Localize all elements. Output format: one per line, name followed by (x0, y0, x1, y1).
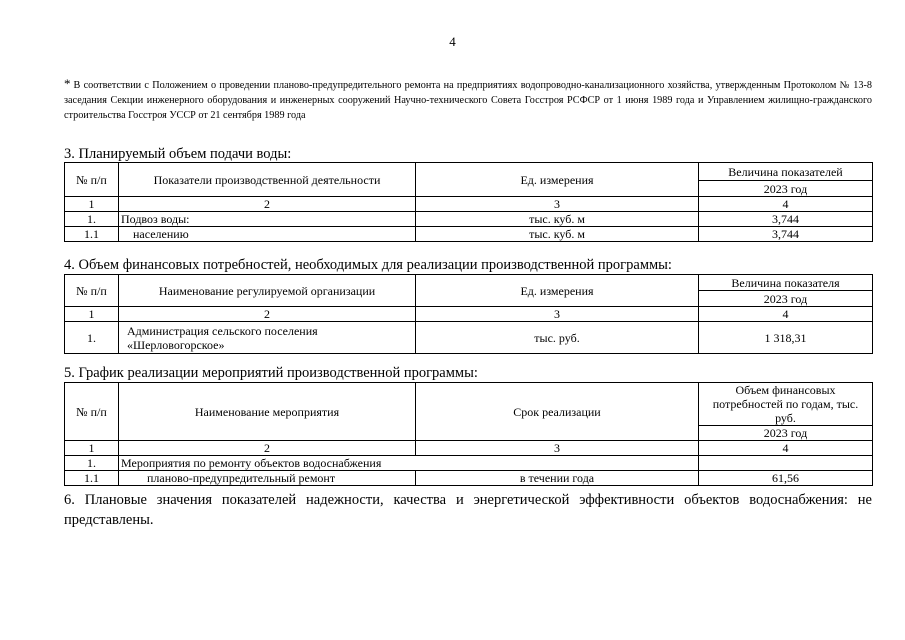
header-year: 2023 год (699, 181, 873, 197)
page-number: 4 (449, 34, 456, 49)
row-num: 1.1 (65, 471, 119, 486)
header-unit: Ед. измерения (416, 275, 699, 307)
row-value: 61,56 (699, 471, 873, 486)
section-6-text: 6. Плановые значения показателей надежности, качества и энергетической эффективности объектов водоснабжения: не представлены. (64, 492, 872, 528)
footnote-text: В соответствии с Положением о проведении планово-предупредительного ремонта на предприятиях водопроводно-канализационного хозяйства, утвержденным Протоколом № 13-8 заседания Секции инженерного оборудования и инженерных сооружений Научно-технического Совета Госстроя РСФСР от 1 июня 1989 года и Управлением жилищно-гражданского строительства Госстроя УССР от 21 сентября 1989 года (64, 80, 872, 121)
financial-needs-table (64, 274, 873, 354)
index-row (65, 197, 873, 212)
footnote-star: * (64, 76, 71, 91)
header-event: Наименование мероприятия (119, 383, 416, 441)
row-value: 3,744 (699, 227, 873, 242)
table-row (65, 212, 873, 227)
header-num: № п/п (65, 163, 119, 197)
row-value: 3,744 (699, 212, 873, 227)
header-indicator: Показатели производственной деятельности (119, 163, 416, 197)
water-supply-table (64, 162, 873, 242)
row-name: Администрация сельского поселения «Шерловогорское» (119, 322, 416, 354)
index-cell: 1 (65, 441, 119, 456)
index-cell: 3 (416, 441, 699, 456)
table-row (65, 322, 873, 354)
table-row (65, 227, 873, 242)
header-unit: Ед. измерения (416, 163, 699, 197)
index-cell: 3 (416, 307, 699, 322)
row-period: в течении года (416, 471, 699, 486)
header-year: 2023 год (699, 426, 873, 441)
index-cell: 3 (416, 197, 699, 212)
section-3-title: 3. Планируемый объем подачи воды: (64, 146, 292, 162)
header-num: № п/п (65, 383, 119, 441)
index-cell: 2 (119, 441, 416, 456)
footnote (64, 76, 872, 123)
index-cell: 1 (65, 307, 119, 322)
header-value-group: Объем финансовых потребностей по годам, тыс. руб. (699, 383, 873, 426)
index-cell: 4 (699, 307, 873, 322)
section-4-title: 4. Объем финансовых потребностей, необходимых для реализации производственной программы: (64, 257, 672, 273)
row-unit: тыс. куб. м (416, 212, 699, 227)
row-num: 1. (65, 212, 119, 227)
row-name: Мероприятия по ремонту объектов водоснабжения (119, 456, 699, 471)
empty-cell (699, 456, 873, 471)
row-name: планово-предупредительный ремонт (119, 471, 416, 486)
section-5-title: 5. График реализации мероприятий производственной программы: (64, 365, 478, 381)
index-row (65, 307, 873, 322)
group-row (65, 456, 873, 471)
header-org: Наименование регулируемой организации (119, 275, 416, 307)
row-num: 1. (65, 456, 119, 471)
row-num: 1. (65, 322, 119, 354)
row-unit: тыс. куб. м (416, 227, 699, 242)
index-cell: 4 (699, 441, 873, 456)
index-cell: 2 (119, 197, 416, 212)
row-name: населению (119, 227, 416, 242)
header-value-group: Величина показателей (699, 163, 873, 181)
header-value-group: Величина показателя (699, 275, 873, 291)
index-cell: 1 (65, 197, 119, 212)
row-unit: тыс. руб. (416, 322, 699, 354)
header-year: 2023 год (699, 291, 873, 307)
header-period: Срок реализации (416, 383, 699, 441)
schedule-table (64, 382, 873, 486)
row-num: 1.1 (65, 227, 119, 242)
row-name: Подвоз воды: (119, 212, 416, 227)
index-cell: 4 (699, 197, 873, 212)
row-value: 1 318,31 (699, 322, 873, 354)
index-cell: 2 (119, 307, 416, 322)
header-num: № п/п (65, 275, 119, 307)
index-row (65, 441, 873, 456)
table-row (65, 471, 873, 486)
